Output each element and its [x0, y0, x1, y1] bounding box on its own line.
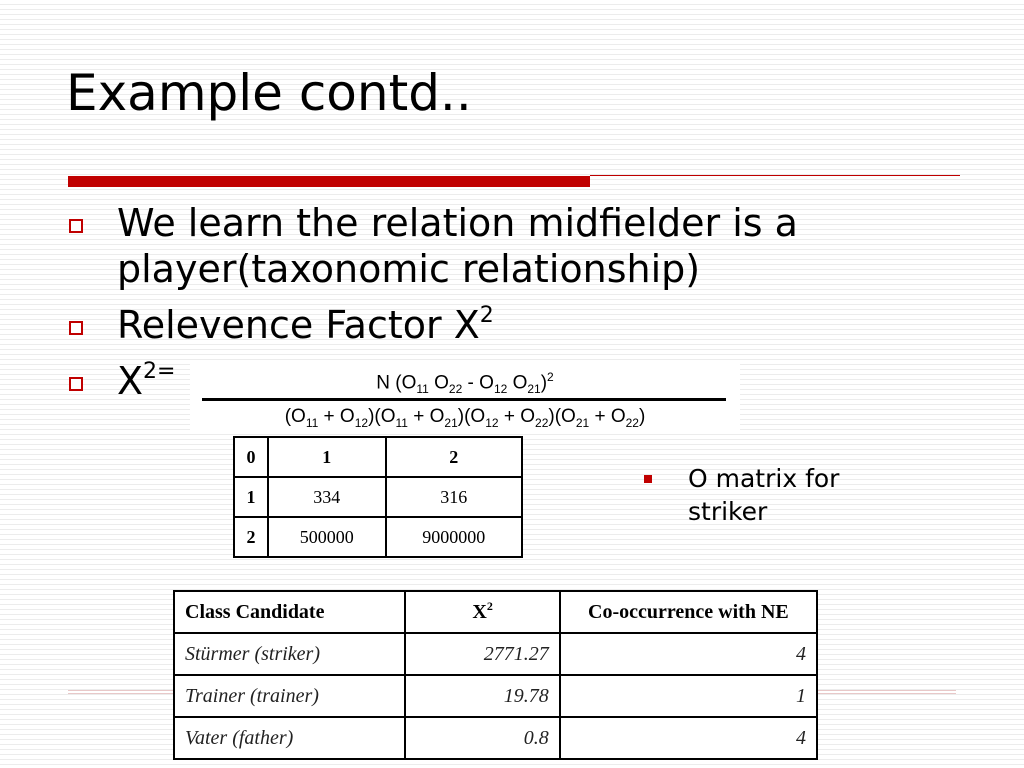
chi-symbol: X [472, 600, 487, 623]
title-underline-thick [68, 176, 590, 187]
table-header-cell: 2 [386, 437, 522, 477]
bullet-text: Relevence Factor X [117, 303, 480, 347]
table-cell: 9000000 [386, 517, 522, 557]
table-row [174, 675, 817, 717]
table-header-cell: Class Candidate [174, 591, 405, 633]
table-row [174, 717, 817, 759]
chi-square-formula [190, 360, 740, 432]
table-row [234, 477, 522, 517]
table-header-cell: 1 [268, 437, 386, 477]
table-cell: 316 [386, 477, 522, 517]
table-cell: 1 [560, 675, 817, 717]
square-outline-icon [69, 321, 83, 335]
table-header-cell: 0 [234, 437, 268, 477]
bullet-text: X [117, 359, 144, 403]
table-cell: 4 [560, 717, 817, 759]
table-cell: Stürmer (striker) [174, 633, 405, 675]
table-cell: 2771.27 [405, 633, 559, 675]
table-row [234, 437, 522, 477]
table-header-cell: Co-occurrence with NE [560, 591, 817, 633]
square-outline-icon [69, 219, 83, 233]
bullet-superscript: 2= [143, 359, 176, 384]
table-cell: 19.78 [405, 675, 559, 717]
table-cell: 2 [234, 517, 268, 557]
bullet-superscript: 2 [479, 303, 494, 328]
filled-square-bullet-icon [644, 475, 652, 483]
o-matrix-table [233, 436, 523, 558]
table-cell: 500000 [268, 517, 386, 557]
table-row [174, 591, 817, 633]
table-cell: Vater (father) [174, 717, 405, 759]
square-outline-icon [69, 377, 83, 391]
table-cell: 4 [560, 633, 817, 675]
slide-title: Example contd.. [66, 64, 472, 122]
table-row [174, 633, 817, 675]
note-text: O matrix for striker [688, 464, 840, 526]
bullet-item [66, 200, 946, 292]
table-header-cell [405, 591, 559, 633]
title-underline-thin [590, 175, 960, 176]
bullet-item [66, 302, 946, 348]
formula-denominator: $(O_{11} + O_{12})(O_{11} + O_{21})(O_{12} + O_{22})(O_{21} + O_{22})$ [284, 406, 646, 430]
class-candidate-table [173, 590, 818, 760]
table-cell: 1 [234, 477, 268, 517]
table-cell: 0.8 [405, 717, 559, 759]
o-matrix-note [644, 462, 924, 528]
fraction-bar [202, 398, 726, 401]
bullet-text: We learn the relation midfielder is a player(taxonomic relationship) [117, 201, 798, 291]
table-cell: 334 [268, 477, 386, 517]
formula-numerator: N ($O_{11}$ $O_{22} - O_{12}$ $O_{21})^2$ [376, 370, 554, 397]
table-row [234, 517, 522, 557]
header-superscript: 2 [486, 598, 493, 613]
table-cell: Trainer (trainer) [174, 675, 405, 717]
